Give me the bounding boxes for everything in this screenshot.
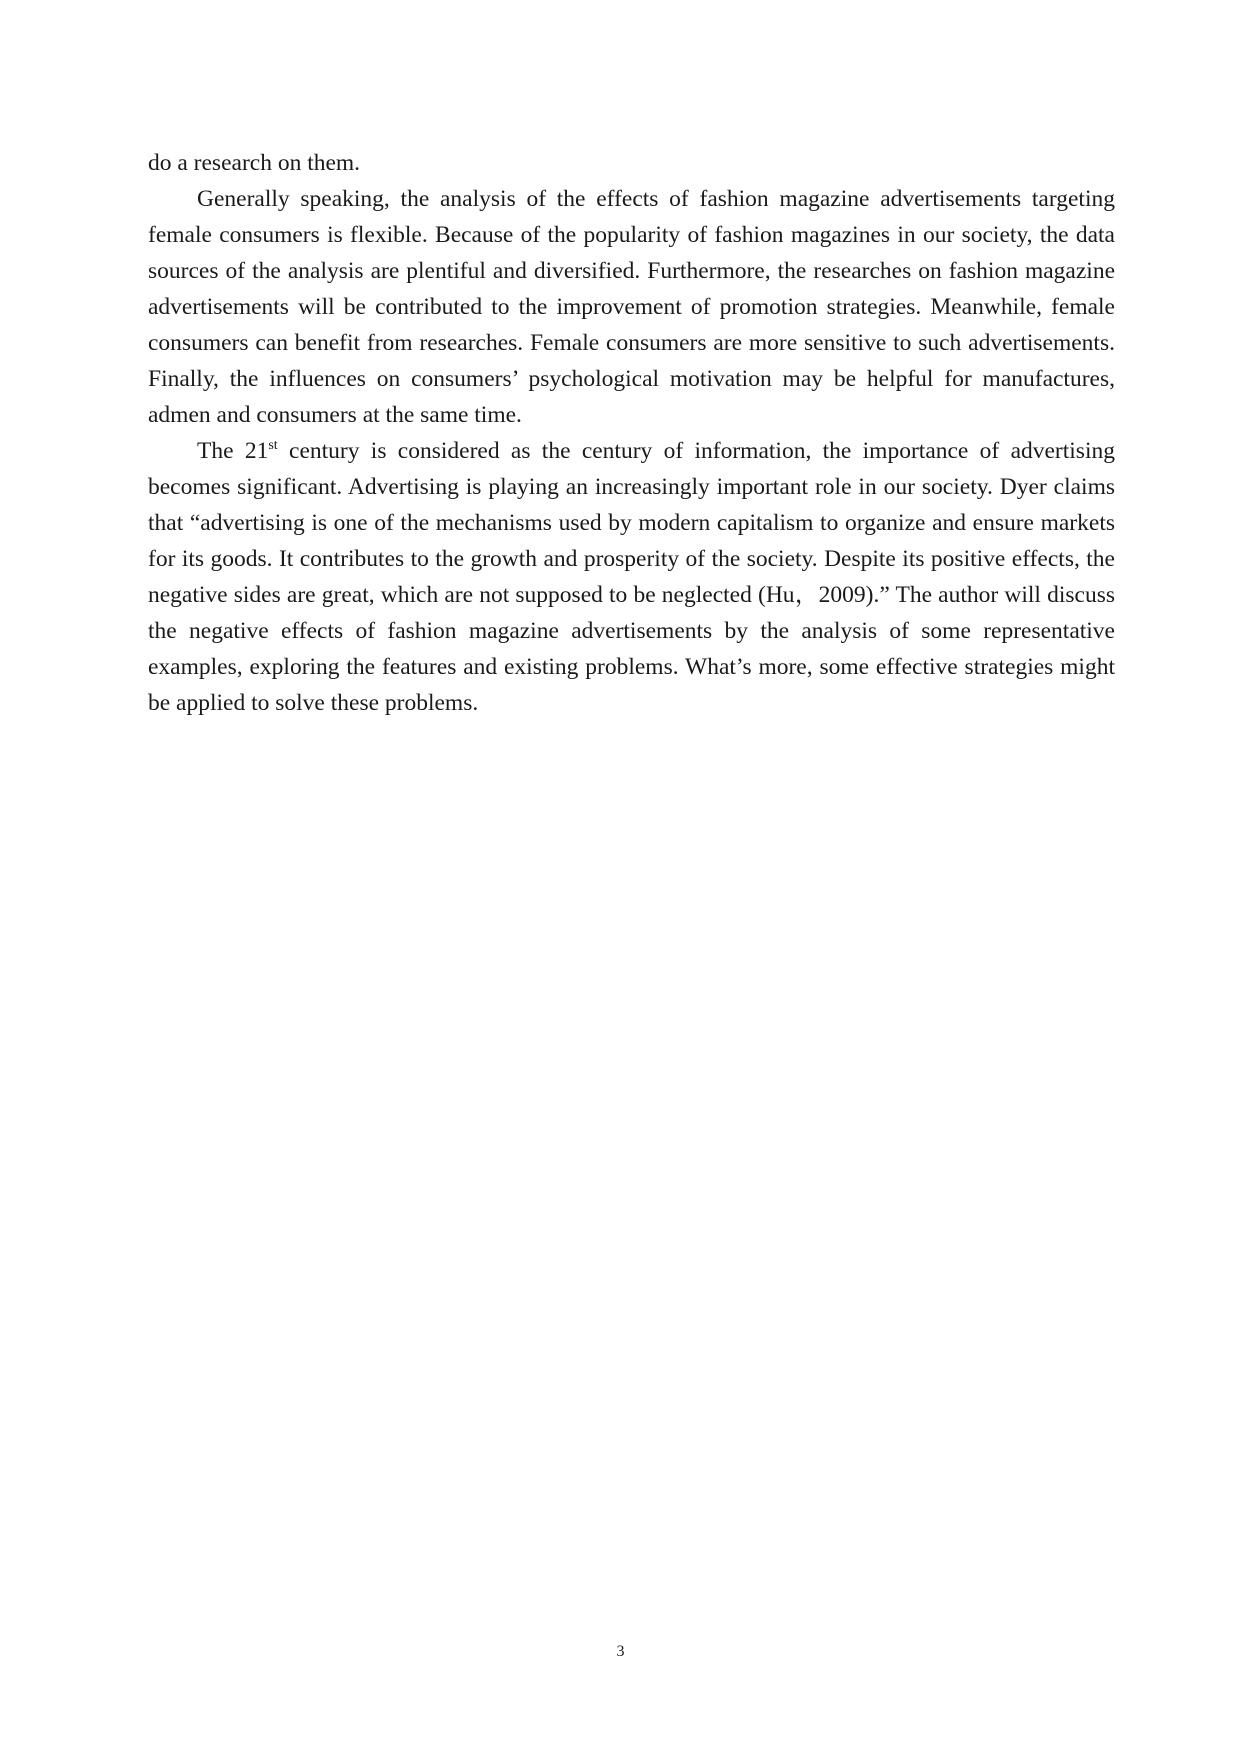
paragraph-21st-century-start: The 21 — [197, 438, 269, 464]
ordinal-superscript: st — [268, 438, 278, 453]
paragraph-generally-speaking: Generally speaking, the analysis of the effects of fashion magazine advertisements targeting female consumers is flexible. Because of the popularity of fashion magazines in our society, the data sources of the analysis are plentiful and diversified. Furthermore, the researches on fashion magazine advertisements will be contributed to the improvement of promotion strategies. Meanwhile, female consumers can benefit from researches. Female consumers are more sensitive to such advertisements. Finally, the influences on consumers’ psychological motivation may be helpful for manufactures, admen and consumers at the same time. — [148, 186, 1115, 428]
paragraph-continuation: do a research on them. — [148, 150, 361, 176]
paragraph-21st-century — [148, 433, 1115, 721]
paragraph-21st-century-rest: century is considered as the century of information, the importance of advertising becomes significant. Advertising is playing an increasingly important role in our society. Dyer claims that “advertising is one of the mechanisms used by modern capitalism to organize and ensure markets for its goods. It contributes to the growth and prosperity of the society. Despite its positive effects, the negative sides are great, which are not supposed to be neglected (Hu，2009).” The author will discuss the negative effects of fashion magazine advertisements by the analysis of some representative examples, exploring the features and existing problems. What’s more, some effective strategies might be applied to solve these problems. — [148, 438, 1115, 716]
body-text — [148, 145, 1115, 721]
page-number: 3 — [616, 1643, 625, 1660]
